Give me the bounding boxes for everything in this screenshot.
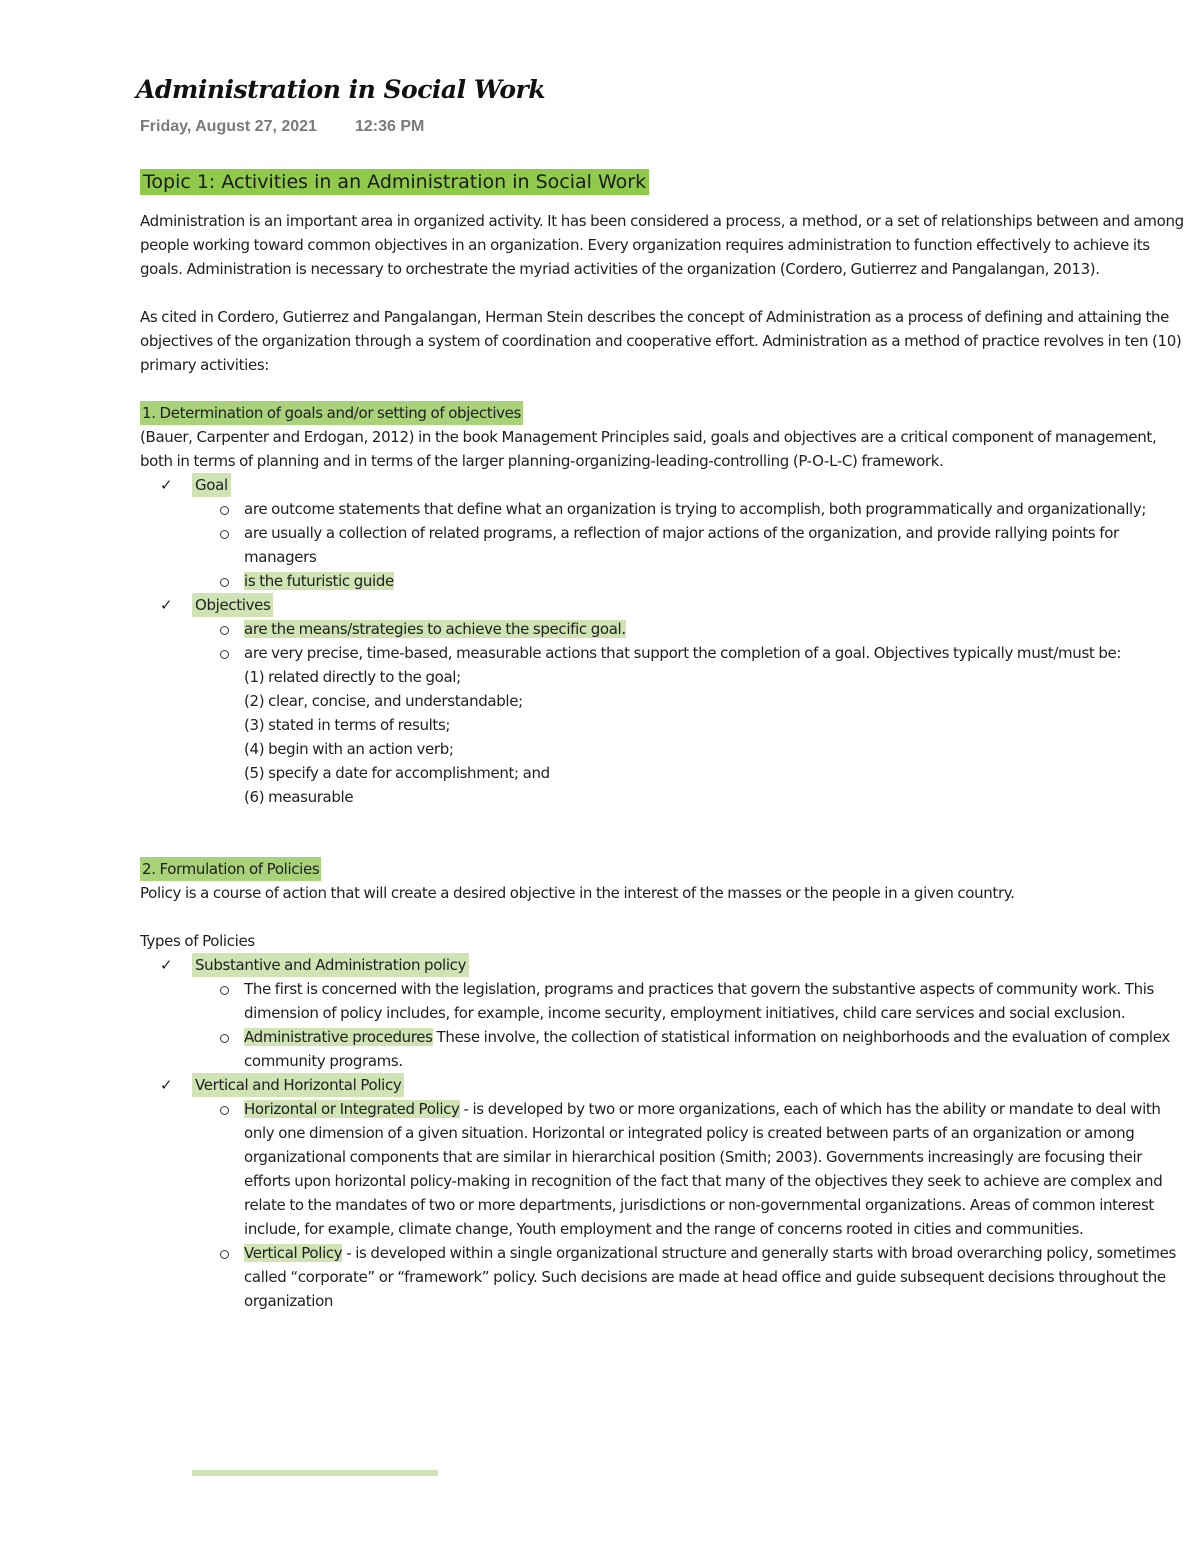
section2-heading: 2. Formulation of Policies [140, 857, 321, 881]
vertical-horizontal-item [140, 1073, 1185, 1313]
list-item: Horizontal or Integrated Policy - is developed by two or more organizations, each of which has the ability or mandate to deal with only one dimension of a given situation. Horizontal or integrated policy is created between parts of an organization or among organizational components that are similar in hierarchical position (Smith; 2003). Governments increasingly are focusing their efforts upon horizontal policy-making in recognition of the fact that many of the objectives they seek to achieve are complex and relate to the mandates of two or more departments, jurisdictions or non-governmental organizations. Areas of common interest include, for example, climate change, Youth employment and the range of concerns rooted in cities and communities. [192, 1097, 1185, 1241]
objectives-item [140, 593, 1185, 809]
circle-bullet-icon [220, 626, 229, 635]
section1-paragraph: (Bauer, Carpenter and Erdogan, 2012) in the book Management Principles said, goals and objectives are a critical component of management, both in terms of planning and in terms of the larger planning-organizing-leading-controlling (P-O-L-C) framework. [140, 428, 1157, 470]
goal-points [192, 497, 1185, 593]
note-page [136, 70, 1185, 1313]
list-item: are the means/strategies to achieve the specific goal. [192, 617, 1185, 641]
intro-paragraph-2: As cited in Cordero, Gutierrez and Pangalangan, Herman Stein describes the concept of Administration as a process of defining and attaining the objectives of the organization through a system of coordination and cooperative effort. Administration as a method of practice revolves in ten (10) primary activities: [140, 308, 1182, 374]
goal-label: Goal [192, 473, 231, 497]
list-item: are very precise, time-based, measurable actions that support the completion of a goal. Objectives typically must/must be: (1) related directly to the goal; (2) clear, concise, and understandable; (3) stated in terms of results; (4) begin with an action verb; (5) specify a date for accomplishment; and (6) measurable [192, 641, 1185, 809]
criteria-item: (1) related directly to the goal; [244, 668, 461, 686]
vertical-horizontal-label: Vertical and Horizontal Policy [192, 1073, 404, 1097]
list-item: Administrative procedures These involve, the collection of statistical information on neighborhoods and the evaluation of complex community programs. [192, 1025, 1185, 1073]
note-date: Friday, August 27, 2021 [140, 118, 317, 135]
note-time: 12:36 PM [354, 118, 425, 135]
section1-checklist [140, 473, 1185, 809]
criteria-item: (6) measurable [244, 788, 354, 806]
circle-bullet-icon [220, 650, 229, 659]
list-item: are outcome statements that define what an organization is trying to accomplish, both programmatically and organizationally; [192, 497, 1185, 521]
intro-paragraph-1: Administration is an important area in organized activity. It has been considered a process, a method, or a set of relationships between and among people working toward common objectives in an organization. Every organization requires administration to function effectively to achieve its goals. Administration is necessary to orchestrate the myriad activities of the organization (Cordero, Gutierrez and Pangalangan, 2013). [140, 212, 1184, 278]
checkmark-icon: ✓ [160, 956, 173, 974]
types-of-policies-label: Types of Policies [140, 932, 255, 950]
objectives-criteria [244, 665, 1185, 809]
checkmark-icon: ✓ [160, 1076, 173, 1094]
note-timestamp [140, 112, 1185, 142]
list-item: are usually a collection of related programs, a reflection of major actions of the organization, and provide rallying points for managers [192, 521, 1185, 569]
objectives-points [192, 617, 1185, 809]
circle-bullet-icon [220, 578, 229, 587]
circle-bullet-icon [220, 1106, 229, 1115]
section1-block [140, 401, 1185, 425]
criteria-item: (4) begin with an action verb; [244, 740, 454, 758]
circle-bullet-icon [220, 506, 229, 515]
checkmark-icon: ✓ [160, 476, 173, 494]
list-item: The first is concerned with the legislation, programs and practices that govern the substantive aspects of community work. This dimension of policy includes, for example, income security, employment initiatives, child care services and social exclusion. [192, 977, 1185, 1025]
checkmark-icon: ✓ [160, 596, 173, 614]
circle-bullet-icon [220, 1250, 229, 1259]
page-title: Administration in Social Work [136, 75, 546, 104]
circle-bullet-icon [220, 1034, 229, 1043]
topic-heading: Topic 1: Activities in an Administration in Social Work [140, 169, 649, 195]
circle-bullet-icon [220, 986, 229, 995]
highlight-bar [192, 1470, 438, 1476]
criteria-item: (2) clear, concise, and understandable; [244, 692, 523, 710]
section2-paragraph: Policy is a course of action that will create a desired objective in the interest of the masses or the people in a given country. [140, 884, 1015, 902]
section2-checklist [140, 953, 1185, 1313]
circle-bullet-icon [220, 530, 229, 539]
goal-item [140, 473, 1185, 593]
section1-heading: 1. Determination of goals and/or setting of objectives [140, 401, 523, 425]
substantive-points [192, 977, 1185, 1073]
section2-block [140, 857, 1185, 881]
criteria-item: (5) specify a date for accomplishment; and [244, 764, 550, 782]
substantive-label: Substantive and Administration policy [192, 953, 469, 977]
substantive-item [140, 953, 1185, 1073]
list-item: is the futuristic guide [192, 569, 1185, 593]
objectives-label: Objectives [192, 593, 273, 617]
criteria-item: (3) stated in terms of results; [244, 716, 451, 734]
list-item: Vertical Policy - is developed within a single organizational structure and generally starts with broad overarching policy, sometimes called “corporate” or “framework” policy. Such decisions are made at head office and guide subsequent decisions throughout the organization [192, 1241, 1185, 1313]
vertical-horizontal-points [192, 1097, 1185, 1313]
